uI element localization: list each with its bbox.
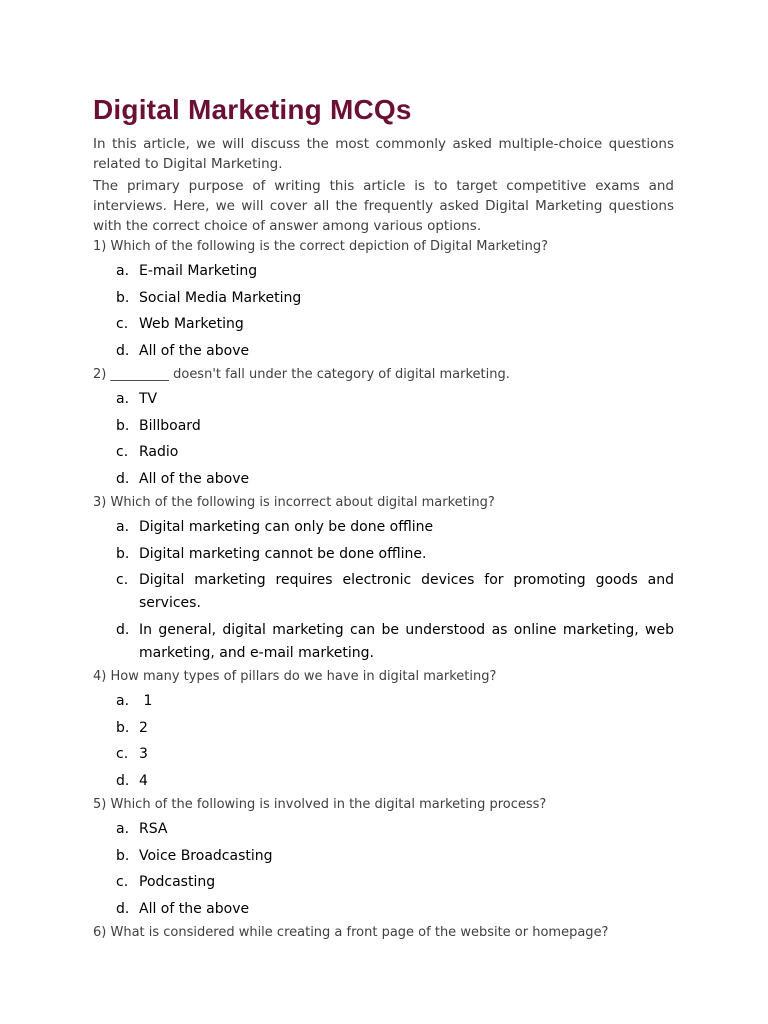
option-marker: c. bbox=[116, 444, 129, 460]
question-text: 6) What is considered while creating a front page of the website or homepage? bbox=[93, 925, 609, 940]
page-title: Digital Marketing MCQs bbox=[93, 94, 412, 125]
option-item bbox=[93, 441, 674, 464]
question-text: 4) How many types of pillars do we have in digital marketing? bbox=[93, 669, 497, 684]
option-item bbox=[93, 871, 674, 894]
option-text: Web Marketing bbox=[139, 316, 244, 332]
option-list bbox=[93, 388, 674, 491]
option-text: 4 bbox=[139, 772, 148, 789]
option-item bbox=[93, 690, 674, 713]
option-text: E-mail Marketing bbox=[139, 263, 258, 279]
option-item bbox=[93, 818, 674, 841]
option-marker: c. bbox=[116, 316, 129, 332]
option-item bbox=[93, 468, 674, 491]
option-text: 2 bbox=[139, 719, 148, 736]
option-item bbox=[93, 619, 674, 665]
option-text: Social Media Marketing bbox=[139, 289, 302, 306]
option-marker: c. bbox=[116, 746, 129, 762]
option-marker: c. bbox=[116, 874, 129, 890]
option-item bbox=[93, 898, 674, 921]
option-marker: a. bbox=[116, 821, 130, 837]
option-marker: b. bbox=[116, 847, 130, 864]
document-page bbox=[93, 93, 674, 946]
option-list bbox=[93, 690, 674, 793]
option-marker: d. bbox=[116, 900, 130, 917]
option-marker: a. bbox=[116, 693, 130, 709]
option-item bbox=[93, 717, 674, 740]
option-item bbox=[93, 388, 674, 411]
option-item bbox=[93, 415, 674, 438]
option-marker: d. bbox=[116, 470, 130, 487]
option-marker: a. bbox=[116, 391, 130, 407]
option-marker: d. bbox=[116, 772, 130, 789]
option-item bbox=[93, 340, 674, 363]
option-item bbox=[93, 770, 674, 793]
option-text: Voice Broadcasting bbox=[139, 847, 273, 864]
option-marker: a. bbox=[116, 263, 130, 279]
option-text: TV bbox=[139, 391, 158, 407]
option-text: 1 bbox=[139, 693, 153, 709]
intro-paragraph: In this article, we will discuss the most commonly asked multiple-choice questions related to Digital Marketing. bbox=[93, 136, 674, 172]
option-item bbox=[93, 313, 674, 336]
question-text: 1) Which of the following is the correct depiction of Digital Marketing? bbox=[93, 239, 548, 254]
option-item bbox=[93, 845, 674, 868]
option-text: Billboard bbox=[139, 417, 201, 434]
option-marker: d. bbox=[116, 342, 130, 359]
option-text: Digital marketing can only be done offline bbox=[139, 519, 434, 535]
option-text: All of the above bbox=[139, 470, 250, 487]
question-text: 3) Which of the following is incorrect about digital marketing? bbox=[93, 495, 495, 510]
option-item bbox=[93, 543, 674, 566]
option-item bbox=[93, 743, 674, 766]
question-text: 2) _________ doesn't fall under the category of digital marketing. bbox=[93, 367, 510, 382]
option-marker: b. bbox=[116, 719, 130, 736]
option-marker: b. bbox=[116, 289, 130, 306]
option-item bbox=[93, 260, 674, 283]
option-text: RSA bbox=[139, 821, 168, 837]
option-marker: b. bbox=[116, 417, 130, 434]
option-item bbox=[93, 516, 674, 539]
option-item bbox=[93, 569, 674, 615]
option-text: In general, digital marketing can be understood as online marketing, web marketing, and e-mail marketing. bbox=[139, 621, 674, 661]
intro-paragraph: The primary purpose of writing this article is to target competitive exams and interviews. Here, we will cover all the frequently asked Digital Marketing questions with the correct choice of answer among various options. bbox=[93, 178, 674, 234]
option-text: Digital marketing requires electronic devices for promoting goods and services. bbox=[139, 572, 674, 611]
option-text: Radio bbox=[139, 444, 179, 460]
option-list bbox=[93, 516, 674, 665]
option-marker: a. bbox=[116, 519, 130, 535]
question-text: 5) Which of the following is involved in the digital marketing process? bbox=[93, 797, 547, 812]
option-text: All of the above bbox=[139, 342, 250, 359]
option-list bbox=[93, 260, 674, 363]
option-text: Podcasting bbox=[139, 874, 216, 890]
option-item bbox=[93, 287, 674, 310]
option-text: 3 bbox=[139, 746, 148, 762]
option-marker: d. bbox=[116, 621, 130, 638]
option-list bbox=[93, 818, 674, 921]
option-marker: c. bbox=[116, 572, 129, 588]
option-text: All of the above bbox=[139, 900, 250, 917]
option-marker: b. bbox=[116, 545, 130, 562]
question-list bbox=[93, 238, 674, 942]
option-text: Digital marketing cannot be done offline. bbox=[139, 545, 427, 562]
